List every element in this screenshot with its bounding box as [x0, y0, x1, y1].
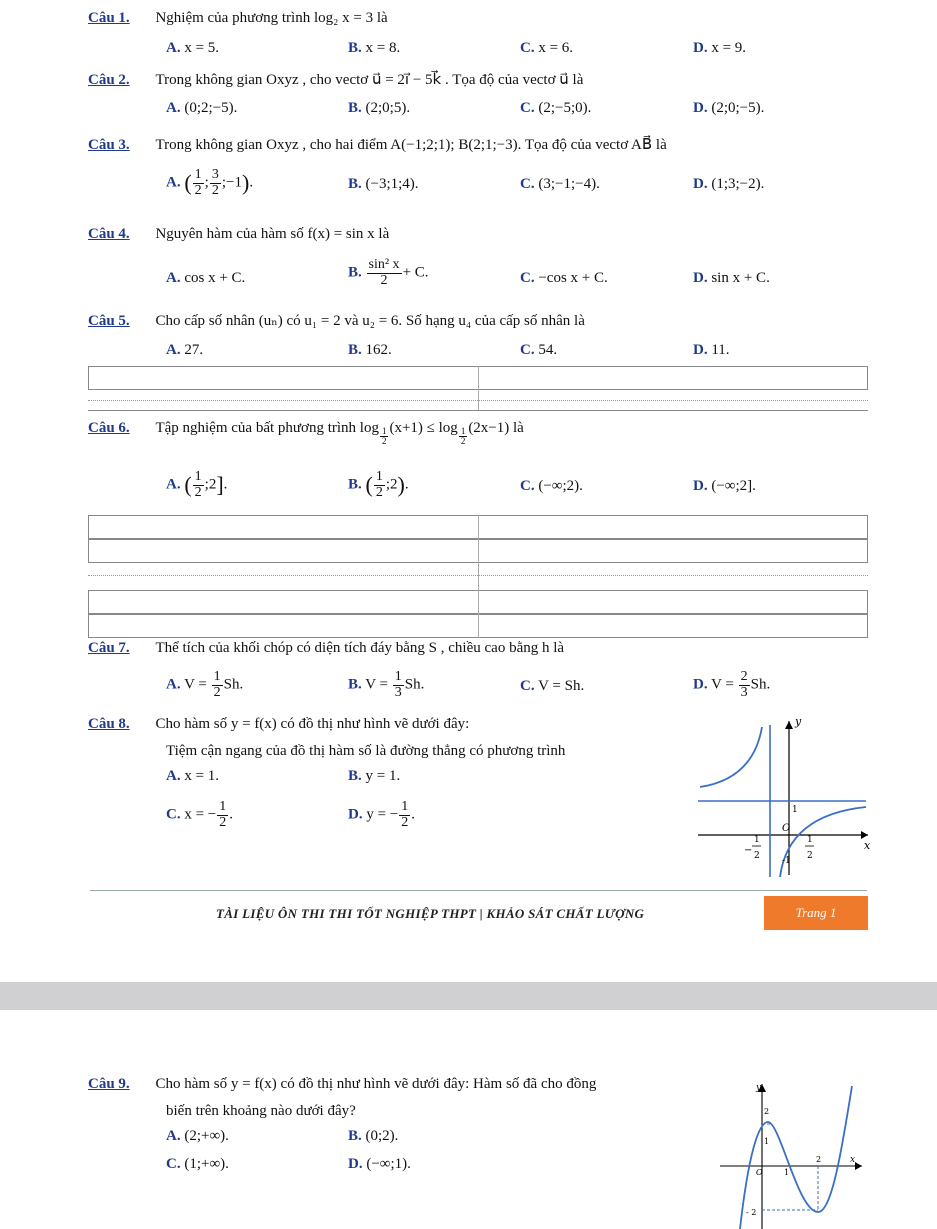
label-half-num-right: 1 — [807, 835, 813, 845]
option-a[interactable]: A. (2;+∞). — [166, 1128, 229, 1144]
option-d[interactable]: D. V = $\frac{2}{3}$ Sh. — [693, 669, 771, 700]
question-text-2: biến trên khoảng nào dưới đây? — [166, 1103, 356, 1119]
option-d[interactable]: D. (−∞;1). — [348, 1156, 411, 1172]
option-c[interactable]: C. x = 6. — [520, 40, 574, 56]
option-b[interactable]: B. V = $\frac{1}{3}$ Sh. — [348, 669, 425, 700]
question-text: Cho hàm số y = f(x) có đồ thị như hình vẽ dưới đây: Hàm số đã cho đồng — [155, 1076, 597, 1092]
origin-label: O — [756, 1168, 763, 1177]
x-axis-arrow — [861, 831, 868, 839]
question-3 — [88, 135, 667, 154]
question-label: Câu 2. — [88, 72, 130, 88]
question-text-a: Tập nghiệm của bất phương trình log — [155, 420, 379, 436]
option-d[interactable]: D. (−∞;2]. — [693, 478, 756, 494]
label-minus-one: -1 — [782, 856, 791, 866]
x-label: x — [864, 839, 871, 852]
option-b[interactable]: B. $\frac{\text{sin² x}}{2}$ + C. — [348, 257, 429, 288]
question-8 — [88, 716, 469, 733]
option-b[interactable]: B. ( $\frac{1}{2}$ ;2). — [348, 469, 409, 500]
option-c[interactable]: C. −cos x + C. — [520, 270, 608, 286]
x-two-label: 2 — [816, 1155, 822, 1164]
label-half-den-left: 2 — [754, 851, 760, 861]
q8-graph — [698, 715, 878, 880]
option-a[interactable]: A. x = 1. — [166, 768, 220, 784]
option-a[interactable]: A. V = $\frac{1}{2}$ Sh. — [166, 669, 244, 700]
question-label: Câu 3. — [88, 137, 130, 153]
y-minus-two-label: - 2 — [746, 1208, 757, 1217]
question-label: Câu 9. — [88, 1076, 130, 1092]
option-c[interactable]: C. (2;−5;0). — [520, 100, 592, 116]
question-label: Câu 7. — [88, 640, 130, 656]
divider — [88, 400, 868, 401]
question-text: Nghiệm của phương trình log₂ x = 3 là — [155, 10, 388, 26]
divider — [478, 366, 479, 410]
question-2 — [88, 70, 583, 89]
question-label: Câu 6. — [88, 420, 130, 436]
question-text-c: (2x−1) là — [468, 420, 524, 436]
option-d[interactable]: D. y = − $\frac{1}{2}$ . — [348, 799, 416, 830]
origin-label: O — [782, 823, 791, 834]
question-5 — [88, 311, 585, 330]
question-4 — [88, 226, 389, 243]
option-d[interactable]: D. x = 9. — [693, 40, 747, 56]
option-a[interactable]: A. (0;2;−5). — [166, 100, 238, 116]
question-text: Trong không gian Oxyz , cho hai điểm A(−1;2;1); B(2;1;−3). Tọa độ của vectơ AB⃗ là — [155, 137, 667, 153]
question-label: Câu 1. — [88, 10, 130, 26]
page-number-badge: Trang 1 — [764, 896, 868, 930]
question-label: Câu 5. — [88, 313, 130, 329]
x-axis-arrow — [855, 1162, 862, 1170]
question-text: Cho hàm số y = f(x) có đồ thị như hình vẽ dưới đây: — [155, 716, 470, 732]
question-text-b: (x+1) ≤ log — [389, 420, 458, 436]
label-minus: − — [744, 845, 753, 856]
footer-text: TÀI LIỆU ÔN THI THI TỐT NGHIỆP THPT | KHẢO SÁT CHẤT LƯỢNG — [216, 906, 645, 921]
option-a[interactable]: A. cos x + C. — [166, 270, 246, 286]
option-d[interactable]: D. (2;0;−5). — [693, 100, 765, 116]
question-label: Câu 4. — [88, 226, 130, 242]
divider — [88, 410, 868, 411]
curve-left-branch — [700, 727, 762, 787]
y-label: y — [756, 1083, 762, 1093]
y-one-label: 1 — [764, 1137, 770, 1146]
question-9 — [88, 1076, 596, 1093]
question-text: Trong không gian Oxyz , cho vectơ u⃗ = 2i⃗ − 5k⃗ . Tọa độ của vectơ u⃗ là — [155, 72, 584, 88]
option-d[interactable]: D. 11. — [693, 342, 730, 358]
x-label: x — [850, 1155, 856, 1165]
option-c[interactable]: C. (1;+∞). — [166, 1156, 229, 1172]
label-one: 1 — [792, 805, 798, 815]
option-d[interactable]: D. (1;3;−2). — [693, 176, 765, 192]
option-c[interactable]: C. 54. — [520, 342, 558, 358]
option-c[interactable]: C. (3;−1;−4). — [520, 176, 600, 192]
option-c[interactable]: C. (−∞;2). — [520, 478, 583, 494]
option-a[interactable]: A. 27. — [166, 342, 204, 358]
label-half-num-left: 1 — [754, 835, 760, 845]
page-separator — [0, 982, 937, 1010]
option-c[interactable]: C. x = − $\frac{1}{2}$ . — [166, 799, 234, 830]
question-text: Cho cấp số nhân (uₙ) có u₁ = 2 và u₂ = 6. Số hạng u₄ của cấp số nhân là — [155, 313, 585, 329]
question-6: Câu 6. Tập nghiệm của bất phương trình log $\frac{1}{2}$ (x+1) ≤ log $\frac{1}{2}$ (2x−1) là — [88, 420, 524, 446]
curve-right-branch — [780, 807, 866, 877]
x-one-label: 1 — [784, 1168, 790, 1177]
option-c[interactable]: C. V = Sh. — [520, 678, 585, 694]
option-b[interactable]: B. x = 8. — [348, 40, 401, 56]
y-two-label: 2 — [764, 1107, 770, 1116]
question-label: Câu 8. — [88, 716, 130, 732]
option-a[interactable]: A. ( $\frac{1}{2}$ ;2]. — [166, 469, 228, 500]
cubic-curve — [740, 1086, 852, 1229]
option-b[interactable]: B. 162. — [348, 342, 392, 358]
option-a[interactable]: A. x = 5. — [166, 40, 220, 56]
question-text-2: Tiệm cận ngang của đồ thị hàm số là đường thẳng có phương trình — [166, 743, 566, 759]
y-axis-arrow — [785, 721, 793, 729]
question-text: Nguyên hàm của hàm số f(x) = sin x là — [155, 226, 390, 242]
question-text: Thể tích của khối chóp có diện tích đáy bằng S , chiều cao bằng h là — [155, 640, 565, 656]
divider — [478, 515, 479, 638]
q9-graph — [720, 1078, 870, 1229]
label-half-den-right: 2 — [807, 851, 813, 861]
option-d[interactable]: D. sin x + C. — [693, 270, 770, 286]
option-b[interactable]: B. y = 1. — [348, 768, 401, 784]
option-b[interactable]: B. (−3;1;4). — [348, 176, 419, 192]
question-7 — [88, 640, 564, 657]
question-1 — [88, 10, 388, 27]
option-b[interactable]: B. (2;0;5). — [348, 100, 411, 116]
option-a[interactable]: A. ( $\frac{1}{2}$ ; $\frac{3}{2}$ ;−1). — [166, 167, 254, 198]
y-label: y — [795, 715, 802, 728]
footer-rule — [90, 890, 867, 891]
option-b[interactable]: B. (0;2). — [348, 1128, 399, 1144]
